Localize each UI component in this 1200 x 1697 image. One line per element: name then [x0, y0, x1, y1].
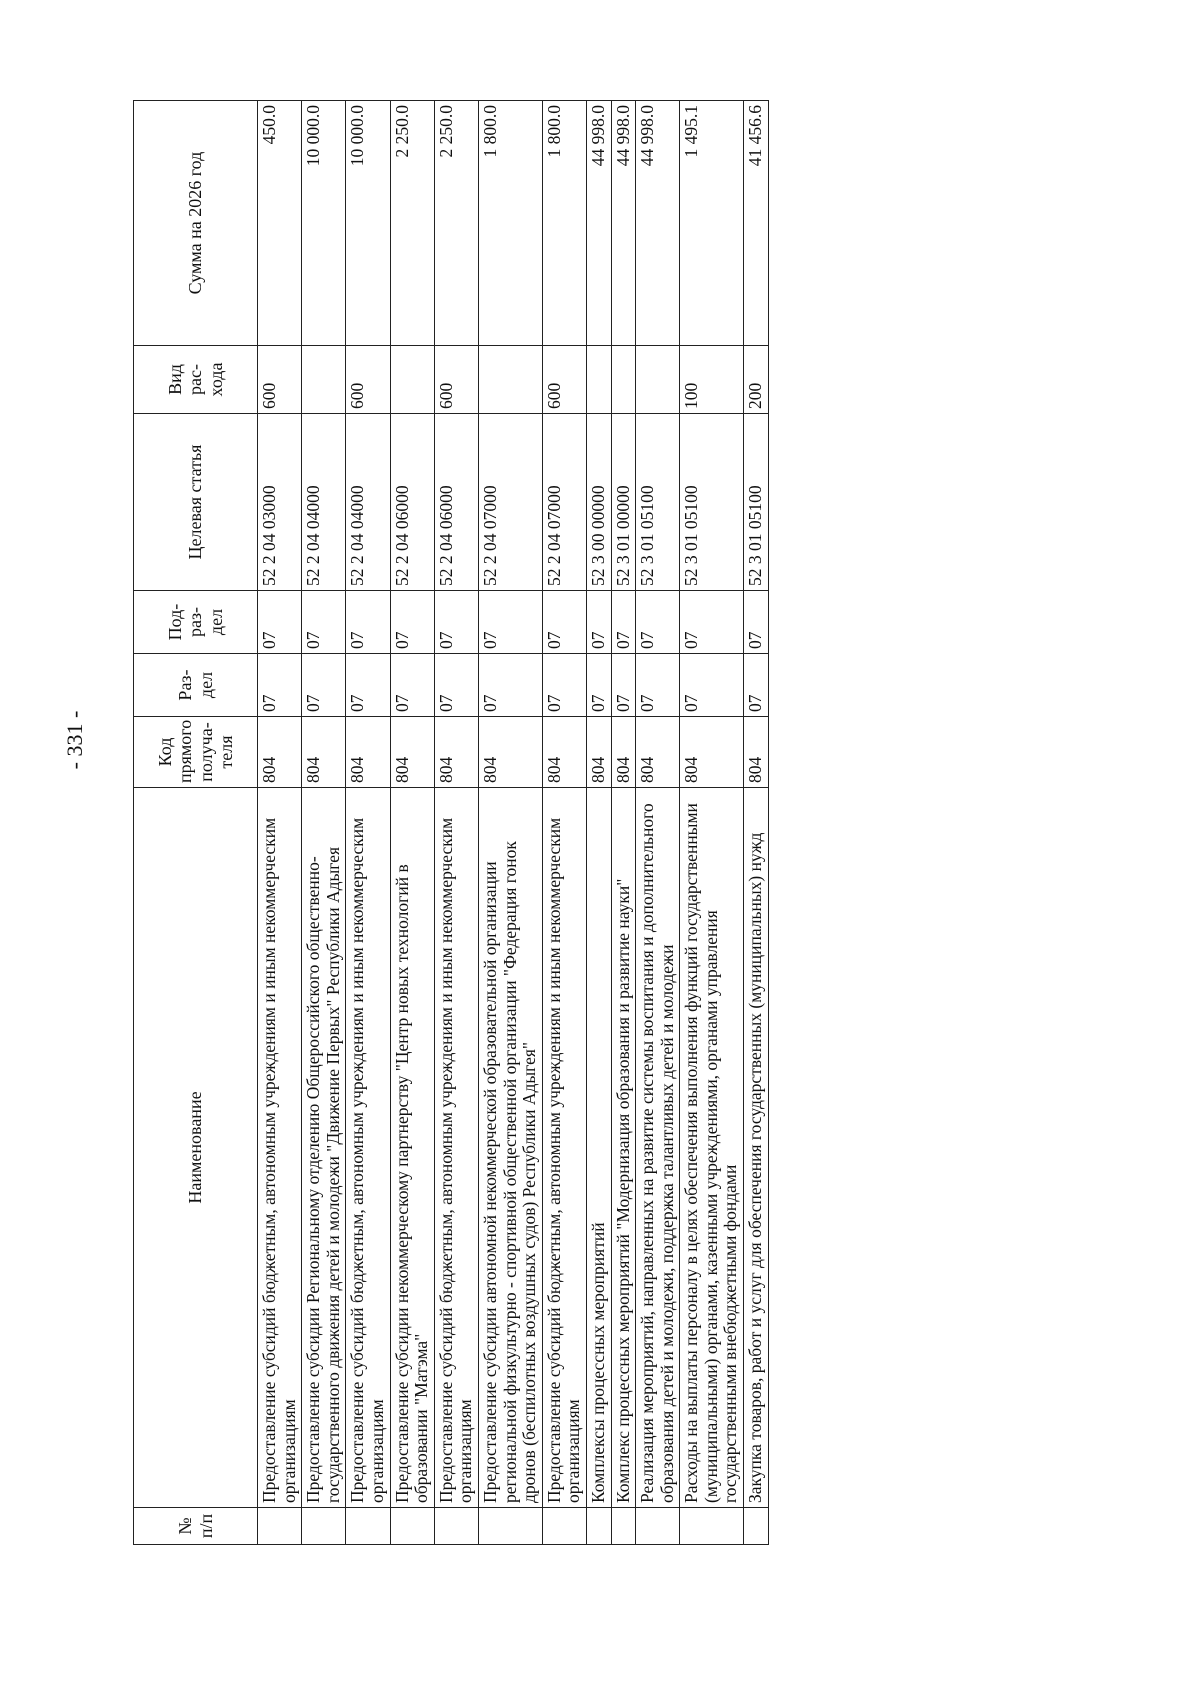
cell-code: 804 [611, 717, 636, 788]
cell-cel: 52 3 00 00000 [586, 414, 611, 591]
cell-name: Предоставление субсидий бюджетным, автономным учреждениям и иным некоммерческим организациям [346, 788, 390, 1508]
cell-vid: 100 [680, 346, 744, 414]
cell-cel: 52 2 04 03000 [258, 414, 302, 591]
table-row [636, 101, 680, 1545]
header-podrazdel: Под-раз-дел [134, 591, 258, 654]
cell-name: Предоставление субсидий бюджетным, автономным учреждениям и иным некоммерческим организациям [542, 788, 586, 1508]
table-row [586, 101, 611, 1545]
cell-name: Предоставление субсидии некоммерческому партнерству "Центр новых технологий в образовании "Матэма" [390, 788, 434, 1508]
cell-podrazdel: 07 [744, 591, 769, 654]
cell-num [611, 1508, 636, 1545]
cell-razdel: 07 [680, 654, 744, 717]
cell-code: 804 [636, 717, 680, 788]
cell-vid: 600 [258, 346, 302, 414]
header-razdel: Раз-дел [134, 654, 258, 717]
cell-podrazdel: 07 [434, 591, 478, 654]
cell-podrazdel: 07 [302, 591, 346, 654]
header-name: Наименование [134, 788, 258, 1508]
cell-podrazdel: 07 [258, 591, 302, 654]
cell-vid [302, 346, 346, 414]
cell-cel: 52 3 01 05100 [744, 414, 769, 591]
cell-podrazdel: 07 [346, 591, 390, 654]
cell-num [302, 1508, 346, 1545]
cell-cel: 52 2 04 07000 [542, 414, 586, 591]
cell-razdel: 07 [434, 654, 478, 717]
cell-razdel: 07 [302, 654, 346, 717]
cell-sum: 450.0 [258, 101, 302, 346]
cell-vid: 600 [434, 346, 478, 414]
cell-vid [586, 346, 611, 414]
cell-cel: 52 3 01 05100 [636, 414, 680, 591]
cell-podrazdel: 07 [586, 591, 611, 654]
cell-razdel: 07 [346, 654, 390, 717]
cell-name: Комплекс процессных мероприятий "Модернизация образования и развитие науки" [611, 788, 636, 1508]
cell-code: 804 [258, 717, 302, 788]
cell-code: 804 [346, 717, 390, 788]
header-vid: Вид рас-хода [134, 346, 258, 414]
cell-name: Комплексы процессных мероприятий [586, 788, 611, 1508]
cell-razdel: 07 [611, 654, 636, 717]
table-body [258, 101, 769, 1545]
cell-sum: 1 800.0 [542, 101, 586, 346]
cell-name: Закупка товаров, работ и услуг для обеспечения государственных (муниципальных) нужд [744, 788, 769, 1508]
cell-num [434, 1508, 478, 1545]
table-row [346, 101, 390, 1545]
cell-num [586, 1508, 611, 1545]
cell-code: 804 [680, 717, 744, 788]
cell-vid [636, 346, 680, 414]
cell-sum: 1 495.1 [680, 101, 744, 346]
cell-num [680, 1508, 744, 1545]
cell-vid [478, 346, 542, 414]
header-cel: Целевая статья [134, 414, 258, 591]
cell-sum: 2 250.0 [390, 101, 434, 346]
cell-sum: 44 998.0 [636, 101, 680, 346]
cell-sum: 1 800.0 [478, 101, 542, 346]
cell-name: Предоставление субсидий бюджетным, автономным учреждениям и иным некоммерческим организациям [434, 788, 478, 1508]
cell-razdel: 07 [478, 654, 542, 717]
cell-num [744, 1508, 769, 1545]
cell-cel: 52 2 04 06000 [390, 414, 434, 591]
budget-table-container [133, 101, 1068, 1545]
cell-num [258, 1508, 302, 1545]
cell-code: 804 [390, 717, 434, 788]
cell-podrazdel: 07 [611, 591, 636, 654]
table-row [680, 101, 744, 1545]
cell-code: 804 [542, 717, 586, 788]
cell-razdel: 07 [586, 654, 611, 717]
cell-num [478, 1508, 542, 1545]
cell-code: 804 [434, 717, 478, 788]
table-header-row [134, 101, 258, 1545]
header-code: Код прямого получа-теля [134, 717, 258, 788]
cell-cel: 52 3 01 05100 [680, 414, 744, 591]
cell-name: Расходы на выплаты персоналу в целях обеспечения выполнения функций государственными (муниципальными) органами, казенными учреждениями, органами управления государственными внебюджетными фондами [680, 788, 744, 1508]
cell-sum: 2 250.0 [434, 101, 478, 346]
cell-vid: 600 [542, 346, 586, 414]
cell-sum: 41 456.6 [744, 101, 769, 346]
table-row [542, 101, 586, 1545]
cell-name: Реализация мероприятий, направленных на развитие системы воспитания и дополнительного образования детей и молодежи, поддержка талантливых детей и молодежи [636, 788, 680, 1508]
cell-cel: 52 2 04 04000 [302, 414, 346, 591]
cell-name: Предоставление субсидий бюджетным, автономным учреждениям и иным некоммерческим организациям [258, 788, 302, 1508]
table-row [434, 101, 478, 1545]
cell-num [390, 1508, 434, 1545]
cell-razdel: 07 [744, 654, 769, 717]
header-num: № п/п [134, 1508, 258, 1545]
cell-razdel: 07 [390, 654, 434, 717]
cell-podrazdel: 07 [390, 591, 434, 654]
table-row [744, 101, 769, 1545]
cell-vid: 200 [744, 346, 769, 414]
cell-podrazdel: 07 [542, 591, 586, 654]
cell-vid [611, 346, 636, 414]
cell-code: 804 [302, 717, 346, 788]
cell-num [346, 1508, 390, 1545]
cell-sum: 44 998.0 [586, 101, 611, 346]
cell-podrazdel: 07 [478, 591, 542, 654]
cell-sum: 10 000.0 [346, 101, 390, 346]
cell-code: 804 [586, 717, 611, 788]
budget-table [133, 100, 769, 1545]
cell-vid [390, 346, 434, 414]
header-sum: Сумма на 2026 год [134, 101, 258, 346]
cell-cel: 52 3 01 00000 [611, 414, 636, 591]
cell-sum: 44 998.0 [611, 101, 636, 346]
cell-cel: 52 2 04 06000 [434, 414, 478, 591]
cell-razdel: 07 [542, 654, 586, 717]
cell-name: Предоставление субсидии Региональному отделению Общероссийского общественно-государственного движения детей и молодежи "Движение Первых" Республики Адыгея [302, 788, 346, 1508]
cell-num [542, 1508, 586, 1545]
table-row [390, 101, 434, 1545]
table-row [478, 101, 542, 1545]
table-row [302, 101, 346, 1545]
cell-podrazdel: 07 [636, 591, 680, 654]
table-row [258, 101, 302, 1545]
cell-cel: 52 2 04 07000 [478, 414, 542, 591]
page-number: - 331 - [62, 710, 87, 770]
cell-razdel: 07 [258, 654, 302, 717]
cell-podrazdel: 07 [680, 591, 744, 654]
table-row [611, 101, 636, 1545]
cell-vid: 600 [346, 346, 390, 414]
cell-code: 804 [478, 717, 542, 788]
cell-name: Предоставление субсидии автономной некоммерческой образовательной организации региональной физкультурно - спортивной общественной организации "Федерация гонок дронов (беспилотных воздушных судов) Республики Адыгея" [478, 788, 542, 1508]
cell-code: 804 [744, 717, 769, 788]
cell-razdel: 07 [636, 654, 680, 717]
cell-cel: 52 2 04 04000 [346, 414, 390, 591]
cell-num [636, 1508, 680, 1545]
cell-sum: 10 000.0 [302, 101, 346, 346]
